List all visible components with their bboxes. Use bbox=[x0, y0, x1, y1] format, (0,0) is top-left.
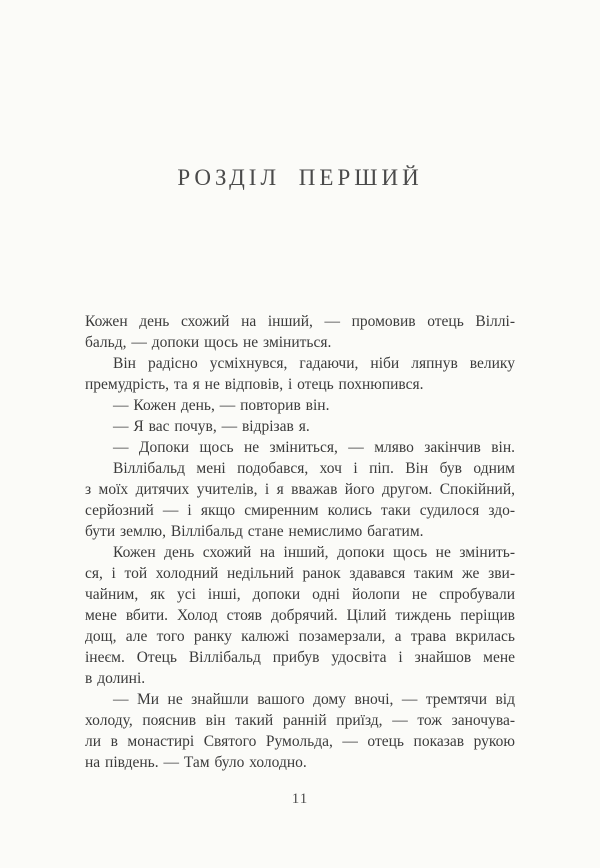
text-line: інеєм. Отець Віллібальд прибув удосвіта і знайшов мене bbox=[85, 649, 515, 666]
text-line: на південь. — Там було холодно. bbox=[85, 754, 307, 771]
text-line: Кожен день схожий на інший, допоки щось не змінить- bbox=[113, 544, 515, 561]
text-line: бути землю, Віллібальд стане немислимо багатим. bbox=[85, 523, 424, 540]
text-line: ся, і той холодний недільний ранок здавався таким же зви- bbox=[85, 565, 515, 582]
text-line: в долині. bbox=[85, 670, 146, 687]
text-line: чайним, як усі інші, допоки одні йолопи не спробували bbox=[85, 586, 515, 603]
text-line: холоду, пояснив він такий ранній приїзд, — тож заночува- bbox=[85, 712, 515, 729]
text-line: з моїх дитячих учителів, і я вважав його другом. Спокійний, bbox=[85, 481, 515, 498]
text-line: — Кожен день, — повторив він. bbox=[113, 397, 330, 414]
text-line: премудрість, та я не відповів, і отець похнюпився. bbox=[85, 376, 424, 393]
text-line: Кожен день схожий на інший, — промовив отець Віллі- bbox=[85, 313, 515, 330]
page-number: 11 bbox=[291, 791, 309, 807]
text-line: бальд, — допоки щось не зміниться. bbox=[85, 334, 332, 351]
text-line: Він радісно усміхнувся, гадаючи, ніби ляпнув велику bbox=[113, 355, 515, 372]
text-line: — Я вас почув, — відрізав я. bbox=[113, 418, 310, 435]
text-line: мене вбити. Холод стояв добрячий. Цілий тиждень періщив bbox=[85, 607, 515, 624]
text-line: ли в монастирі Святого Румольда, — отець показав рукою bbox=[85, 733, 515, 750]
text-line: — Допоки щось не зміниться, — мляво закінчив він. bbox=[113, 439, 515, 456]
text-block bbox=[85, 311, 515, 773]
chapter-heading: РОЗДІЛ ПЕРШИЙ bbox=[177, 165, 423, 190]
text-line: дощ, але того ранку калюжі позамерзали, а трава вкрилась bbox=[85, 628, 515, 645]
text-line: серйозний — і якщо смиренним колись таки судилося здо- bbox=[85, 502, 515, 519]
text-line: — Ми не знайшли вашого дому вночі, — тремтячи від bbox=[113, 691, 515, 708]
text-line: Віллібальд мені подобався, хоч і піп. Він був одним bbox=[113, 460, 515, 477]
